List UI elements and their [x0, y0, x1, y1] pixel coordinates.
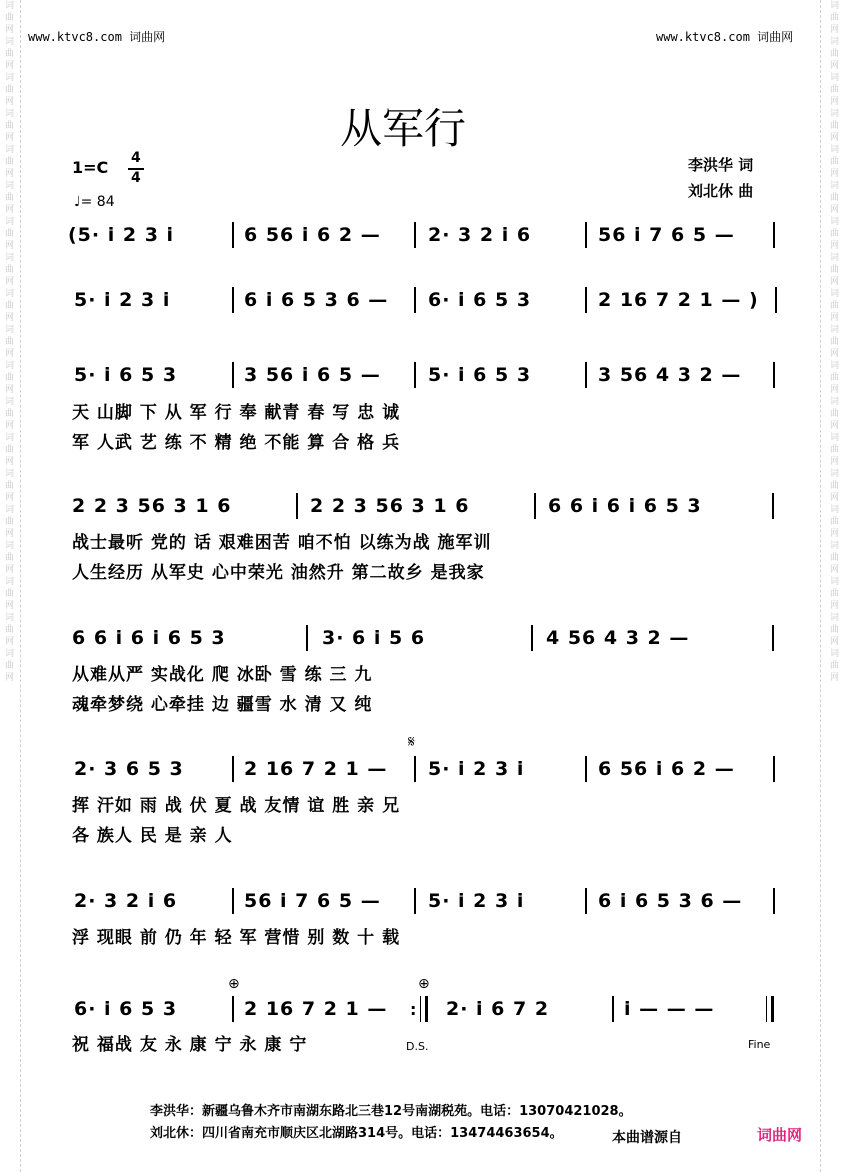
row-6-measure-1: 2· 3 6 5 3: [74, 758, 184, 780]
barline: [414, 888, 416, 914]
barline: [585, 362, 587, 388]
barline: [232, 222, 234, 248]
barline: [414, 287, 416, 313]
barline: [414, 756, 416, 782]
row-8-measure-1: 6· i 6 5 3: [74, 998, 178, 1020]
barline: [585, 756, 587, 782]
repeat-dots: :: [410, 1000, 417, 1019]
right-dashed-rule: [820, 0, 821, 1172]
barline: [232, 888, 234, 914]
barline: [425, 996, 428, 1022]
footer-source-label: 本曲谱源自: [612, 1130, 682, 1146]
row-5-measure-3: 4 56 4 3 2 —: [546, 627, 690, 649]
row-3-measure-4: 3 56 4 3 2 —: [598, 364, 742, 386]
row-6-measure-2: 2 16 7 2 1 —: [244, 758, 388, 780]
row-2-measure-4: 2 16 7 2 1 — ): [598, 289, 759, 311]
time-signature-bottom: 4: [131, 170, 141, 186]
row-4-lyrics-verse-1: 战士最听 党的 话 艰难困苦 咱不怕 以练为战 施军训: [72, 533, 492, 553]
row-7-measure-2: 56 i 7 6 5 —: [244, 890, 381, 912]
row-7-lyrics-verse-1: 浮 现眼 前 仍 年 轻 军 营惜 别 数 十 载: [72, 928, 401, 948]
row-7-measure-3: 5· i 2 3 i: [428, 890, 525, 912]
barline: [775, 287, 777, 313]
barline: [773, 362, 775, 388]
row-3-measure-3: 5· i 6 5 3: [428, 364, 532, 386]
row-6-measure-4: 6 56 i 6 2 —: [598, 758, 735, 780]
footer-lyricist-contact: 李洪华：新疆乌鲁木齐市南湖东路北三巷12号南湖税苑。电话：13070421028。: [150, 1104, 632, 1119]
composer-credit: 刘北休 曲: [688, 182, 754, 200]
header-url-right[interactable]: www.ktvc8.com 词曲网: [656, 30, 794, 44]
row-2-measure-3: 6· i 6 5 3: [428, 289, 532, 311]
barline: [772, 493, 774, 519]
header-url-left[interactable]: www.ktvc8.com 词曲网: [28, 30, 166, 44]
row-4-lyrics-verse-2: 人生经历 从军史 心中荣光 油然升 第二故乡 是我家: [72, 563, 485, 583]
footer-brand-logo[interactable]: 词曲网: [757, 1126, 803, 1144]
row-5-lyrics-verse-2: 魂牵梦绕 心牵挂 边 疆雪 水 清 又 纯: [72, 695, 373, 715]
row-8-lyrics-verse-1: 祝 福战 友 永 康 宁 永 康 宁: [72, 1035, 308, 1055]
barline: [773, 222, 775, 248]
row-8-measure-3: 2· i 6 7 2: [446, 998, 550, 1020]
row-1-measure-4: 56 i 7 6 5 —: [598, 224, 735, 246]
ds-mark: D.S.: [406, 1040, 429, 1053]
row-8-measure-2: 2 16 7 2 1 —: [244, 998, 388, 1020]
barline: [585, 287, 587, 313]
barline: [612, 996, 614, 1022]
barline: [232, 287, 234, 313]
barline: [585, 222, 587, 248]
barline: [773, 756, 775, 782]
barline: [414, 222, 416, 248]
coda-sign-2: ⊕: [418, 976, 430, 992]
row-6-lyrics-verse-1: 挥 汗如 雨 战 伏 夏 战 友情 谊 胜 亲 兄: [72, 796, 401, 816]
row-2-measure-1: 5· i 2 3 i: [74, 289, 171, 311]
barline: [306, 625, 308, 651]
song-key: 1=C: [72, 158, 109, 177]
song-title: 从军行: [340, 104, 467, 153]
left-watermark-column: [0, 0, 18, 1172]
coda-sign-1: ⊕: [228, 976, 240, 992]
row-7-measure-4: 6 i 6 5 3 6 —: [598, 890, 743, 912]
barline: [766, 996, 767, 1022]
row-1-measure-2: 6 56 i 6 2 —: [244, 224, 381, 246]
row-1-measure-1: (5· i 2 3 i: [68, 224, 175, 246]
row-5-measure-1: 6 6 i 6 i 6 5 3: [72, 627, 226, 649]
barline: [534, 493, 536, 519]
row-3-measure-1: 5· i 6 5 3: [74, 364, 178, 386]
barline: [531, 625, 533, 651]
row-6-measure-3: 5· i 2 3 i: [428, 758, 525, 780]
tempo-mark: ♩= 84: [74, 194, 115, 210]
row-4-measure-2: 2 2 3 56 3 1 6: [310, 495, 470, 517]
row-3-measure-2: 3 56 i 6 5 —: [244, 364, 381, 386]
barline: [414, 362, 416, 388]
row-1-measure-3: 2· 3 2 i 6: [428, 224, 532, 246]
row-7-measure-1: 2· 3 2 i 6: [74, 890, 178, 912]
barline: [296, 493, 298, 519]
left-dashed-rule: [20, 0, 21, 1172]
lyricist-credit: 李洪华 词: [688, 156, 754, 174]
row-4-measure-3: 6 6 i 6 i 6 5 3: [548, 495, 702, 517]
barline: [420, 996, 421, 1022]
barline: [232, 362, 234, 388]
barline: [232, 996, 234, 1022]
barline: [772, 625, 774, 651]
barline: [771, 996, 774, 1022]
row-5-measure-2: 3· 6 i 5 6: [322, 627, 426, 649]
fine-mark: Fine: [748, 1038, 771, 1051]
row-2-measure-2: 6 i 6 5 3 6 —: [244, 289, 389, 311]
left-watermark-text: 词曲网词曲网词曲网词曲网词曲网词曲网词曲网词曲网词曲网词曲网词曲网词曲网词曲网词曲网词曲网词曲网词曲网词曲网词曲网: [3, 0, 13, 684]
row-4-measure-1: 2 2 3 56 3 1 6: [72, 495, 232, 517]
row-3-lyrics-verse-2: 军 人武 艺 练 不 精 绝 不能 算 合 格 兵: [72, 433, 401, 453]
barline: [585, 888, 587, 914]
segno-sign: 𝄋: [408, 732, 415, 751]
footer-composer-contact: 刘北休：四川省南充市顺庆区北湖路314号。电话：13474463654。: [150, 1126, 563, 1141]
row-3-lyrics-verse-1: 天 山脚 下 从 军 行 奉 献青 春 写 忠 诚: [72, 403, 401, 423]
time-signature-top: 4: [131, 150, 141, 166]
barline: [773, 888, 775, 914]
row-5-lyrics-verse-1: 从难从严 实战化 爬 冰卧 雪 练 三 九: [72, 665, 373, 685]
row-8-measure-4: i — — —: [624, 998, 715, 1020]
barline: [232, 756, 234, 782]
right-watermark-column: [825, 0, 843, 1172]
row-6-lyrics-verse-2: 各 族人 民 是 亲 人: [72, 826, 233, 846]
right-watermark-text: 词曲网词曲网词曲网词曲网词曲网词曲网词曲网词曲网词曲网词曲网词曲网词曲网词曲网词曲网词曲网词曲网词曲网词曲网词曲网: [828, 0, 838, 684]
